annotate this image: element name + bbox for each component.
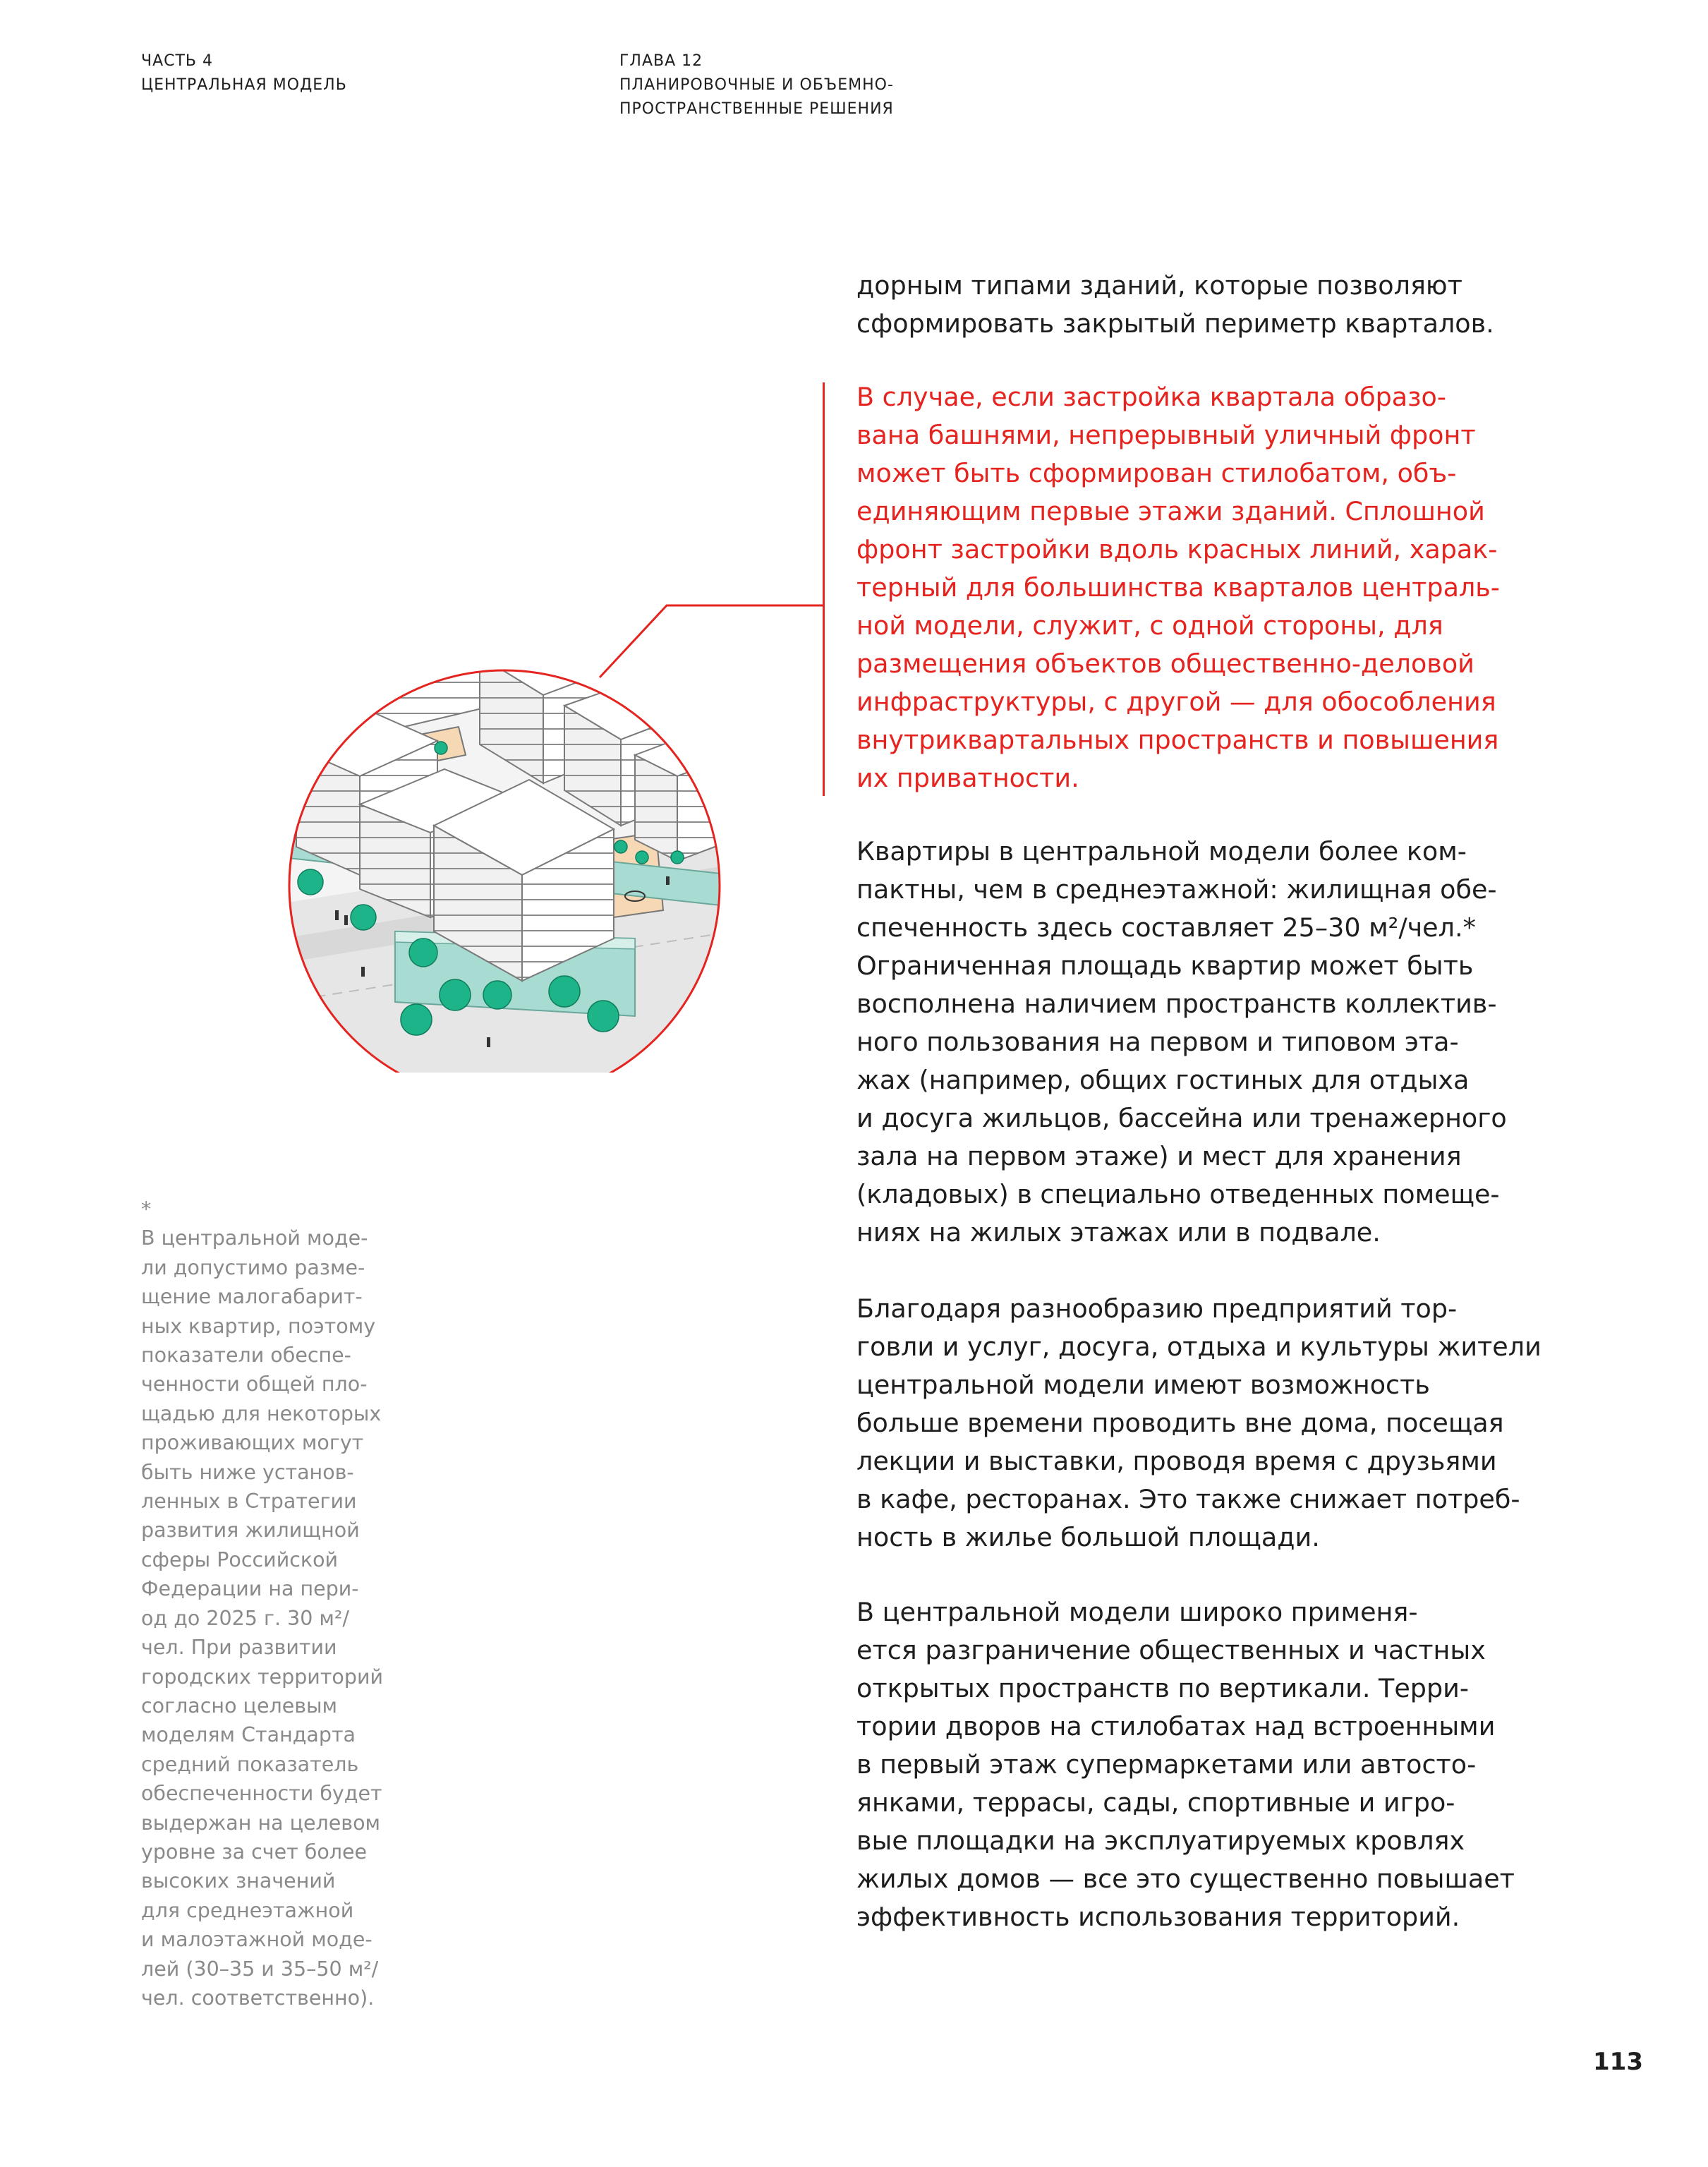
quote-line: единяющим первые этажи зданий. Сплошной <box>856 496 1485 526</box>
text-line: жах (например, общих гостиных для отдыха <box>856 1065 1470 1095</box>
paragraph-leisure <box>856 1290 1562 1557</box>
text-line: восполнена наличием пространств коллектив- <box>856 989 1497 1019</box>
text-line: больше времени проводить вне дома, посещая <box>856 1408 1504 1438</box>
footnote-line: щение малогабарит- <box>141 1285 363 1309</box>
quote-line: ной модели, служит, с одной стороны, для <box>856 610 1443 641</box>
running-head-chapter <box>619 49 894 121</box>
footnote-line: высоких значений <box>141 1869 336 1893</box>
chapter-title-line-1: ПЛАНИРОВОЧНЫЕ И ОБЪЕМНО- <box>619 76 894 94</box>
text-line: в первый этаж супермаркетами или автосто- <box>856 1749 1477 1780</box>
text-line: пактны, чем в среднеэтажной: жилищная обе- <box>856 874 1497 905</box>
footnote-line: городских территорий <box>141 1665 383 1689</box>
footnote-line: развития жилищной <box>141 1519 360 1543</box>
footnote-line: ченности общей пло- <box>141 1372 368 1396</box>
text-line: Благодаря разнообразию предприятий тор- <box>856 1293 1458 1324</box>
footnote-line: для среднеэтажной <box>141 1898 354 1922</box>
quote-line: фронт застройки вдоль красных линий, харак- <box>856 534 1498 565</box>
footnote-line: быть ниже установ- <box>141 1460 354 1484</box>
footnote-line: щадью для некоторых <box>141 1401 382 1425</box>
quote-line: их приватности. <box>856 763 1079 793</box>
footnote-marker: * <box>141 1197 152 1221</box>
highlighted-quote <box>856 378 1562 797</box>
footnote-line: проживающих могут <box>141 1431 364 1455</box>
footnote-line: ленных в Стратегии <box>141 1490 357 1514</box>
text-line: Ограниченная площадь квартир может быть <box>856 950 1474 981</box>
footnote-line: и малоэтажной моде- <box>141 1928 373 1952</box>
text-line: в кафе, ресторанах. Это также снижает потреб- <box>856 1484 1520 1514</box>
quote-line: В случае, если застройка квартала образо- <box>856 382 1447 412</box>
footnote-line: обеспеченности будет <box>141 1782 382 1806</box>
footnote-line: чел. соответственно). <box>141 1986 375 2010</box>
page-number: 113 <box>1593 2048 1643 2076</box>
footnote-line: сферы Российской <box>141 1547 339 1571</box>
text-line: (кладовых) в специально отведенных помеще- <box>856 1179 1500 1209</box>
block-illustration <box>268 565 945 1073</box>
footnote-line: чел. При развитии <box>141 1636 337 1660</box>
text-line: и досуга жильцов, бассейна или тренажерного <box>856 1103 1507 1133</box>
paragraph-apartments <box>856 833 1562 1252</box>
quote-line: инфраструктуры, с другой — для обособления <box>856 687 1496 717</box>
text-line: ного пользования на первом и типовом эта- <box>856 1027 1459 1057</box>
text-line: дорным типами зданий, которые позволяют <box>856 270 1462 301</box>
footnote-line: уровне за счет более <box>141 1840 368 1864</box>
text-line: вые площадки на эксплуатируемых кровлях <box>856 1825 1465 1856</box>
chapter-title-line-2: ПРОСТРАНСТВЕННЫЕ РЕШЕНИЯ <box>619 100 894 118</box>
paragraph-vertical-spaces <box>856 1593 1562 1936</box>
illustration-scene <box>282 628 734 1073</box>
quote-line: размещения объектов общественно-деловой <box>856 648 1474 679</box>
footnote-line: Федерации на пери- <box>141 1577 359 1601</box>
footnote-line: моделям Стандарта <box>141 1723 356 1747</box>
footnote-line: лей (30–35 и 35–50 м²/ <box>141 1957 379 1981</box>
footnote-line: В центральной моде- <box>141 1226 368 1250</box>
callout-line <box>600 605 824 677</box>
text-line: говли и услуг, досуга, отдыха и культуры жители <box>856 1332 1542 1362</box>
footnote-line: ли допустимо разме- <box>141 1255 365 1279</box>
footnote-line: од до 2025 г. 30 м²/ <box>141 1606 349 1630</box>
text-line: спеченность здесь составляет 25–30 м²/чел.* <box>856 912 1476 943</box>
text-line: сформировать закрытый периметр кварталов. <box>856 308 1494 339</box>
text-line: В центральной модели широко применя- <box>856 1597 1418 1627</box>
chapter-number: ГЛАВА 12 <box>619 52 703 70</box>
quote-line: внутриквартальных пространств и повышения <box>856 725 1499 755</box>
text-line: зала на первом этаже) и мест для хранения <box>856 1141 1462 1171</box>
quote-rule <box>823 382 825 796</box>
quote-line: вана башнями, непрерывный уличный фронт <box>856 420 1476 450</box>
text-line: эффективность использования территорий. <box>856 1902 1460 1932</box>
footnote <box>141 1195 423 2012</box>
text-line: жилых домов — все это существенно повышает <box>856 1864 1515 1894</box>
text-line: Квартиры в центральной модели более ком- <box>856 836 1467 867</box>
text-line: лекции и выставки, проводя время с друзьями <box>856 1446 1497 1476</box>
paragraph-continued <box>856 267 1562 343</box>
footnote-line: ных квартир, поэтому <box>141 1314 376 1338</box>
footnote-line: согласно целевым <box>141 1694 338 1718</box>
text-line: янками, террасы, сады, спортивные и игро- <box>856 1787 1455 1818</box>
text-line: центральной модели имеют возможность <box>856 1370 1430 1400</box>
quote-line: терный для большинства кварталов централь- <box>856 572 1500 603</box>
quote-line: может быть сформирован стилобатом, объ- <box>856 458 1457 488</box>
text-line: ниях на жилых этажах или в подвале. <box>856 1217 1381 1248</box>
text-line: ность в жилье большой площади. <box>856 1522 1320 1552</box>
part-number: ЧАСТЬ 4 <box>141 52 214 70</box>
text-line: ется разграничение общественных и частных <box>856 1635 1486 1665</box>
text-line: тории дворов на стилобатах над встроенными <box>856 1711 1496 1742</box>
footnote-line: средний показатель <box>141 1752 359 1776</box>
running-head-part <box>141 49 347 97</box>
footnote-line: выдержан на целевом <box>141 1811 381 1835</box>
part-title: ЦЕНТРАЛЬНАЯ МОДЕЛЬ <box>141 76 347 94</box>
footnote-line: показатели обеспе- <box>141 1344 351 1368</box>
text-line: открытых пространств по вертикали. Терри- <box>856 1673 1470 1703</box>
